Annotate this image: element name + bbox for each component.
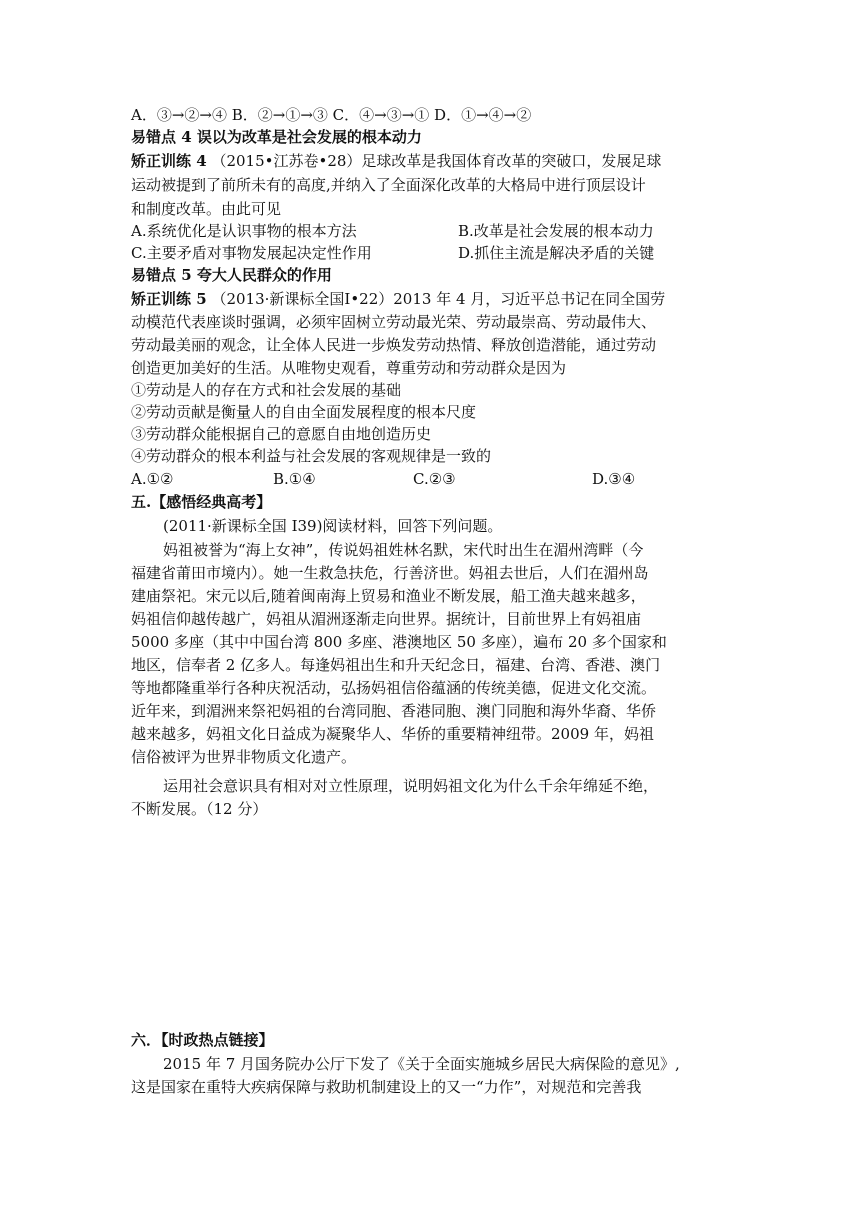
point5-option-c: C.②③ [413, 470, 456, 488]
section5-para-line-1: 妈祖被誉为“海上女神”，传说妈祖姓林名默，宋代时出生在湄州湾畔（今 [163, 541, 644, 559]
section5-intro: (2011·新课标全国 I39)阅读材料，回答下列问题。 [163, 517, 503, 535]
section5-para-line-7: 等地都隆重举行各种庆祝活动，弘扬妈祖信俗蕴涵的传统美德，促进文化交流。 [131, 679, 657, 697]
section5-para-line-5: 5000 多座（其中中国台湾 800 多座、港澳地区 50 多座），遍布 20 多个国家和 [131, 633, 667, 651]
point5-stem-line-3: 劳动最美丽的观念，让全体人民进一步焕发劳动热情、释放创造潜能，通过劳动 [131, 336, 657, 354]
point5-option-b: B.①④ [273, 470, 316, 488]
section6-para-line-1: 2015 年 7 月国务院办公厅下发了《关于全面实施城乡居民大病保险的意见》, [163, 1055, 680, 1073]
point5-stem-line-4: 创造更加美好的生活。从唯物史观看，尊重劳动和劳动群众是因为 [131, 359, 567, 377]
point4-options-row-2 [131, 242, 655, 264]
q3-options: A．③→②→④ B．②→①→③ C．④→③→① D．①→④→② [131, 106, 532, 124]
point4-option-c: C.主要矛盾对事物发展起决定性作用 [131, 244, 372, 262]
section5-para-line-2: 福建省莆田市境内）。她一生救急扶危，行善济世。妈祖去世后，人们在湄州岛 [131, 564, 649, 582]
point5-option-a: A.①② [131, 470, 174, 488]
section5-question-line-2: 不断发展。（12 分） [131, 800, 268, 818]
point5-options [131, 468, 731, 490]
point4-option-a: A.系统优化是认识事物的根本方法 [131, 222, 357, 240]
point4-options-row-1 [131, 220, 654, 242]
point5-stem-line-1 [131, 288, 665, 310]
point5-option-d: D.③④ [592, 470, 636, 488]
section5-heading: 五.【感悟经典高考】 [131, 493, 272, 511]
section5-para-line-8: 近年来，到湄洲来祭祀妈祖的台湾同胞、香港同胞、澳门同胞和海外华裔、华侨 [131, 702, 657, 720]
section5-para-line-10: 信俗被评为世界非物质文化遗产。 [131, 748, 357, 766]
point5-label: 矫正训练 5 [131, 290, 207, 308]
point5-item-1: ①劳动是人的存在方式和社会发展的基础 [131, 381, 402, 399]
point4-stem-line-1 [131, 150, 661, 172]
section5-para-line-3: 建庙祭祀。宋元以后,随着闽南海上贸易和渔业不断发展，船工渔夫越来越多， [131, 587, 646, 605]
point5-item-4: ④劳动群众的根本利益与社会发展的客观规律是一致的 [131, 447, 492, 465]
point5-heading: 易错点 5 夸大人民群众的作用 [131, 266, 332, 284]
point5-stem-line-2: 动模范代表座谈时强调，必须牢固树立劳动最光荣、劳动最崇高、劳动最伟大、 [131, 313, 657, 331]
point5-stem-text: （2013·新课标全国Ⅰ•22）2013 年 4 月，习近平总书记在同全国劳 [211, 290, 666, 308]
point4-label: 矫正训练 4 [131, 152, 207, 170]
point5-item-2: ②劳动贡献是衡量人的自由全面发展程度的根本尺度 [131, 403, 477, 421]
point4-heading: 易错点 4 误以为改革是社会发展的根本动力 [131, 128, 422, 146]
section5-para-line-4: 妈祖信仰越传越广，妈祖从湄洲逐渐走向世界。据统计，目前世界上有妈祖庙 [131, 610, 642, 628]
section5-para-line-6: 地区，信奉者 2 亿多人。每逢妈祖出生和升天纪念日，福建、台湾、香港、澳门 [131, 656, 661, 674]
section5-para-line-9: 越来越多，妈祖文化日益成为凝聚华人、华侨的重要精神纽带。2009 年，妈祖 [131, 725, 654, 743]
section6-para-line-2: 这是国家在重特大疾病保障与救助机制建设上的又一“力作”，对规范和完善我 [131, 1078, 642, 1096]
point4-option-b: B.改革是社会发展的根本动力 [458, 222, 654, 240]
point4-option-d: D.抓住主流是解决矛盾的关键 [458, 244, 655, 262]
point4-stem-line-2: 运动被提到了前所未有的高度,并纳入了全面深化改革的大格局中进行顶层设计 [131, 176, 646, 194]
point4-stem-text: （2015•江苏卷•28）足球改革是我国体育改革的突破口，发展足球 [211, 152, 662, 170]
point4-stem-line-3: 和制度改革。由此可见 [131, 200, 282, 218]
section6-heading: 六．【时政热点链接】 [131, 1031, 274, 1049]
section5-question-line-1: 运用社会意识具有相对对立性原理，说明妈祖文化为什么千余年绵延不绝， [163, 777, 659, 795]
point5-item-3: ③劳动群众能根据自己的意愿自由地创造历史 [131, 425, 432, 443]
